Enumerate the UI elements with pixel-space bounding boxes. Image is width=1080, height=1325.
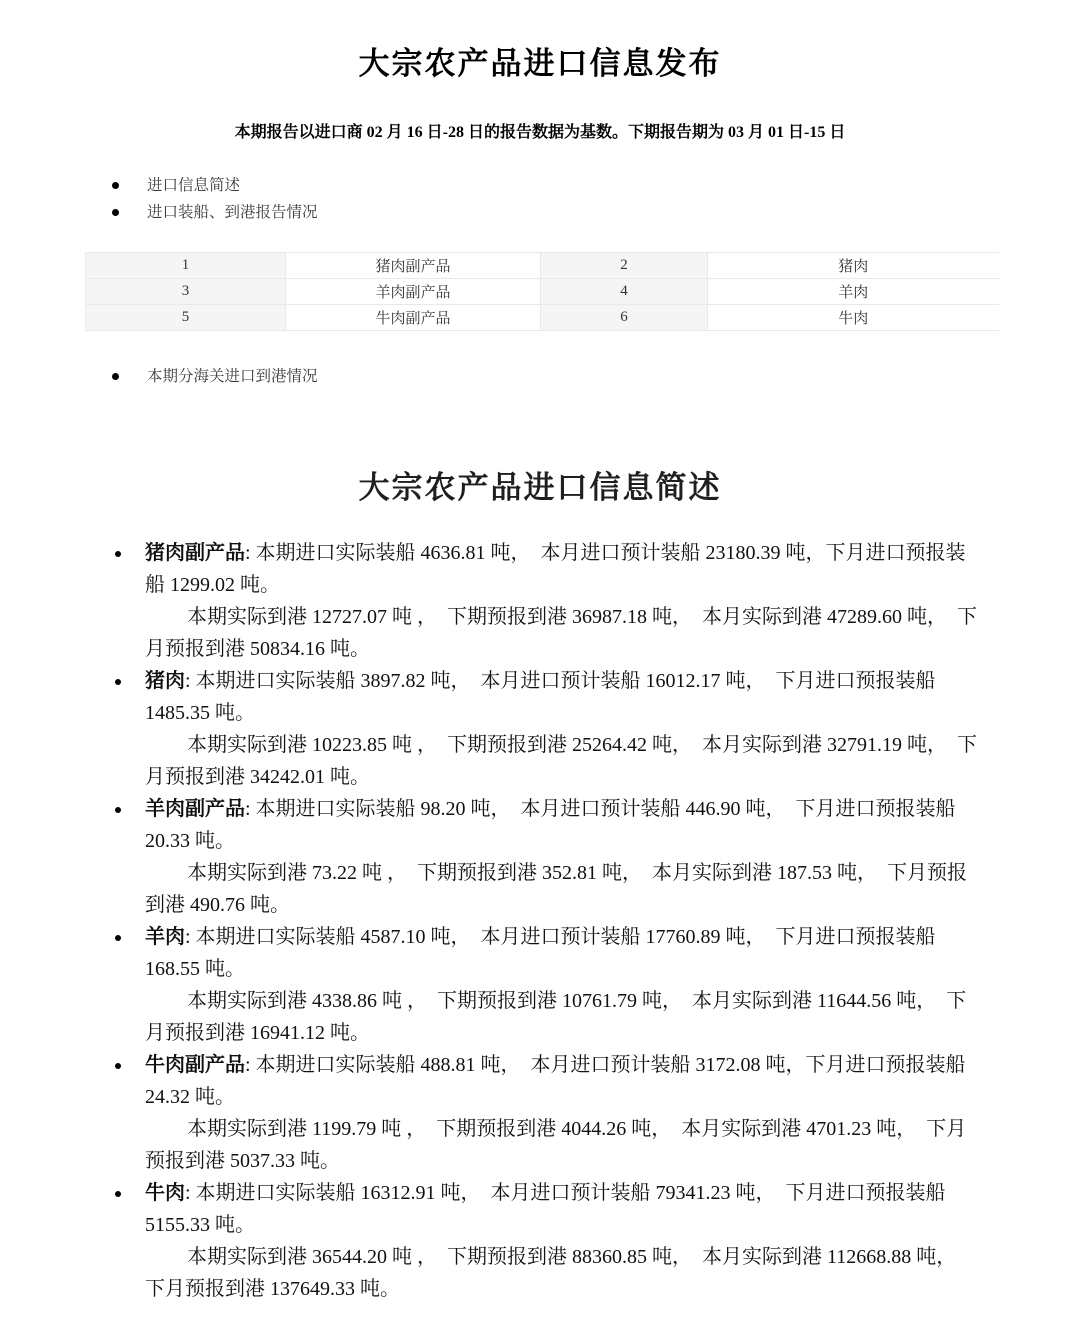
shipping-line [115,665,985,729]
bullet-dot-icon [112,373,119,380]
table-cell-index: 6 [541,305,708,331]
shipping-line [115,1049,985,1113]
table-row [86,279,999,305]
toc-item-summary [0,172,1080,199]
shipping-line [115,921,985,985]
summary-section-heading: 大宗农产品进口信息简述 [358,470,722,505]
toc-item-customs-arrival [0,363,1080,390]
table-cell-index: 5 [86,305,286,331]
toc-item-label: 本期分海关进口到港情况 [147,368,318,385]
shipping-figures: : 本期进口实际装船 16312.91 吨， 本月进口预计装船 79341.23 吨， 下月进口预报装船 5155.33 吨。 [145,1182,951,1236]
table-cell-product: 牛肉副产品 [286,305,541,331]
table-cell-index: 2 [541,253,708,279]
arrival-text: 本期实际到港 4338.86 吨 ， 下期预报到港 10761.79 吨， 本月实际到港 11644.56 吨， 下月预报到港 16941.12 吨。 [145,990,967,1044]
product-catalog-table [85,252,999,331]
product-term: 猪肉 [145,670,185,692]
table-row [86,253,999,279]
bullet-dot-icon [115,1191,121,1197]
table-cell-product: 牛肉 [708,305,999,331]
table-cell-index: 3 [86,279,286,305]
table-cell-product: 羊肉副产品 [286,279,541,305]
arrival-text: 本期实际到港 12727.07 吨 ， 下期预报到港 36987.18 吨， 本月实际到港 47289.60 吨， 下月预报到港 50834.16 吨。 [145,606,977,660]
shipping-text [145,921,985,985]
shipping-figures: : 本期进口实际装船 4587.10 吨， 本月进口预计装船 17760.89 吨， 下月进口预报装船 168.55 吨。 [145,926,941,980]
shipping-line [115,793,985,857]
shipping-line [115,1177,985,1241]
summary-item-mutton [115,921,985,1049]
report-period-note: 本期报告以进口商 02 月 16 日-28 日的报告数据为基数。下期报告期为 03 月 01 日-15 日 [234,124,846,141]
shipping-text [145,537,985,601]
arrival-text: 本期实际到港 73.22 吨 ， 下期预报到港 352.81 吨， 本月实际到港 187.53 吨， 下月预报到港 490.76 吨。 [145,862,967,916]
toc-item-label: 进口信息简述 [147,177,241,194]
table-cell-product: 猪肉副产品 [286,253,541,279]
shipping-figures: : 本期进口实际装船 488.81 吨， 本月进口预计装船 3172.08 吨，下月进口预报装船 24.32 吨。 [145,1054,971,1108]
page-title: 大宗农产品进口信息发布 [358,46,722,81]
summary-item-beef [115,1177,985,1305]
summary-item-mutton-byproducts [115,793,985,921]
bullet-dot-icon [115,935,121,941]
shipping-figures: : 本期进口实际装船 4636.81 吨， 本月进口预计装船 23180.39 吨，下月进口预报装船 1299.02 吨。 [145,542,966,596]
toc-item-label: 进口装船、到港报告情况 [147,204,318,221]
bullet-dot-icon [112,209,119,216]
table-cell-product: 羊肉 [708,279,999,305]
shipping-line [115,537,985,601]
bullet-dot-icon [112,182,119,189]
arrival-text: 本期实际到港 10223.85 吨 ， 下期预报到港 25264.42 吨， 本月实际到港 32791.19 吨， 下月预报到港 34242.01 吨。 [145,734,977,788]
bullet-dot-icon [115,807,121,813]
shipping-figures: : 本期进口实际装船 98.20 吨， 本月进口预计装船 446.90 吨， 下月进口预报装船 20.33 吨。 [145,798,961,852]
toc-item-shipping-report [0,199,1080,226]
table-cell-product: 猪肉 [708,253,999,279]
summary-item-pork [115,665,985,793]
bullet-dot-icon [115,551,121,557]
arrival-text: 本期实际到港 36544.20 吨 ， 下期预报到港 88360.85 吨， 本月实际到港 112668.88 吨， 下月预报到港 137649.33 吨。 [145,1246,967,1300]
bullet-dot-icon [115,1063,121,1069]
product-term: 羊肉副产品 [145,798,245,820]
product-term: 牛肉 [145,1182,185,1204]
toc-list-customs [0,363,1080,390]
summary-item-beef-byproducts [115,1049,985,1177]
table-cell-index: 1 [86,253,286,279]
product-term: 牛肉副产品 [145,1054,245,1076]
table-row [86,305,999,331]
shipping-text [145,1177,985,1241]
shipping-figures: : 本期进口实际装船 3897.82 吨， 本月进口预计装船 16012.17 吨， 下月进口预报装船 1485.35 吨。 [145,670,941,724]
summary-item-pork-byproducts [115,537,985,665]
toc-list [0,172,1080,226]
shipping-text [145,793,985,857]
product-term: 羊肉 [145,926,185,948]
shipping-text [145,665,985,729]
bullet-dot-icon [115,679,121,685]
arrival-text: 本期实际到港 1199.79 吨 ， 下期预报到港 4044.26 吨， 本月实际到港 4701.23 吨， 下月预报到港 5037.33 吨。 [145,1118,967,1172]
summary-list [0,537,1080,1325]
product-term: 猪肉副产品 [145,542,245,564]
shipping-text [145,1049,985,1113]
table-cell-index: 4 [541,279,708,305]
